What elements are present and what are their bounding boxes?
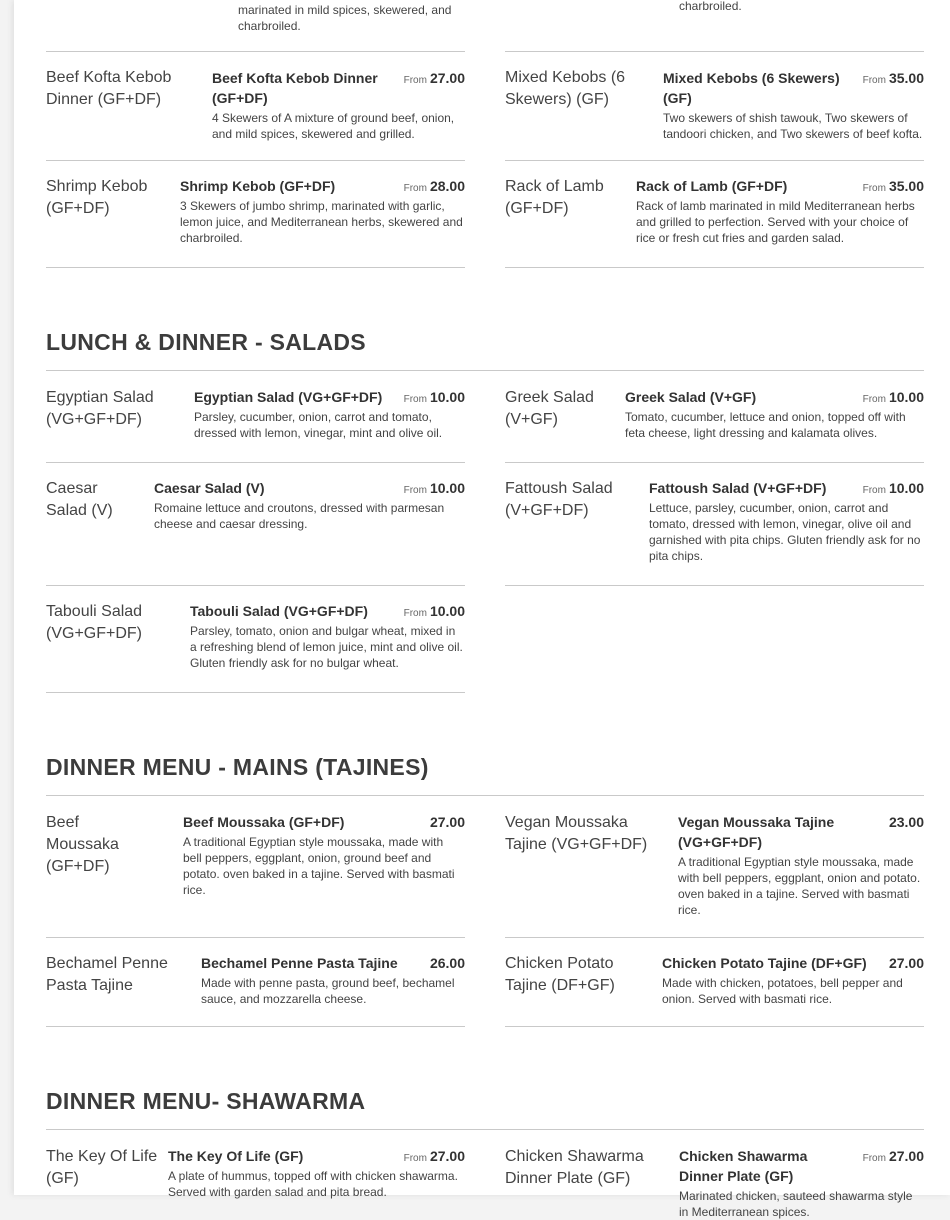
item-description: 3 Skewers of jumbo shrimp, marinated with garlic, lemon juice, and Mediterranean herbs, skewered and charbroiled. [180,199,463,245]
item-name: Shrimp Kebob (GF+DF) [180,178,336,194]
item-description: Made with penne pasta, ground beef, bechamel sauce, and mozzarella cheese. [201,976,455,1006]
item-name: Beef Moussaka (GF+DF) [183,814,345,830]
item-image: Fattoush Salad (V+GF+DF) [505,480,613,519]
item-price: From 10.00 [862,389,924,405]
item-image: Beef Kofta Kebob Dinner (GF+DF) [46,69,172,108]
item-description: Parsley, cucumber, onion, carrot and tomato, dressed with lemon, vinegar, mint and olive oil. [194,410,443,440]
item-description: Parsley, tomato, onion and bulgar wheat, mixed in a refreshing blend of lemon juice, mint and olive oil. Gluten friendly ask for no bulgar wheat. [190,624,463,670]
item-name: Greek Salad (V+GF) [625,389,757,405]
item-name: Fattoush Salad (V+GF+DF) [649,480,827,496]
menu-item-caesar-salad[interactable] [46,478,465,586]
item-description: Marinated chicken, sauteed shawarma style in Mediterranean spices. [679,1189,913,1219]
item-image: Rack of Lamb (GF+DF) [505,178,604,217]
menu-item-chicken-potato[interactable] [505,953,924,1027]
menu-item-rack-of-lamb[interactable] [505,176,924,268]
item-image: Vegan Moussaka Tajine (VG+GF+DF) [505,814,648,853]
divider [46,692,465,693]
divider [505,160,924,161]
item-price: From 27.00 [403,70,465,86]
item-description: Made with chicken, potatoes, bell pepper and onion. Served with basmati rice. [662,976,903,1006]
item-price: From 10.00 [403,480,465,496]
item-name: Rack of Lamb (GF+DF) [636,178,788,194]
item-price: From 10.00 [862,480,924,496]
divider [46,1026,465,1027]
item-name: Tabouli Salad (VG+GF+DF) [190,603,368,619]
item-image: Egyptian Salad (VG+GF+DF) [46,389,154,428]
item-description: Romaine lettuce and croutons, dressed with parmesan cheese and caesar dressing. [154,501,445,531]
section-divider [46,1129,924,1130]
menu-item-egyptian-salad[interactable] [46,387,465,463]
item-price: 27.00 [888,955,924,971]
item-name: Egyptian Salad (VG+GF+DF) [194,389,383,405]
item-price: From 27.00 [403,1148,465,1164]
section-title-salads: LUNCH & DINNER - SALADS [46,329,366,355]
item-price: 27.00 [429,814,465,830]
item-image: Beef Moussaka (GF+DF) [46,814,119,875]
section-divider [46,795,924,796]
divider [505,1026,924,1027]
item-price: 26.00 [429,955,465,971]
menu-item-beef-moussaka[interactable] [46,812,465,938]
menu-item-mixed-kebobs[interactable] [505,67,924,161]
item-name: Caesar Salad (V) [154,480,265,496]
item-image: Caesar Salad (V) [46,480,113,519]
item-price: From 27.00 [862,1148,924,1164]
menu-item-bechamel-pasta[interactable] [46,953,465,1027]
menu-item-tabouli-salad[interactable] [46,601,465,693]
item-image: Shrimp Kebob (GF+DF) [46,178,148,217]
item-description: charbroiled. [679,0,742,13]
item-image: Greek Salad (V+GF) [505,389,594,428]
divider [46,462,465,463]
item-price: From 10.00 [403,389,465,405]
menu-item-fattoush-salad[interactable] [505,478,924,586]
item-name: Chicken Potato Tajine (DF+GF) [662,955,867,971]
divider [46,51,465,52]
menu-item-beef-kofta[interactable] [46,67,465,161]
menu-item-chicken-shawarma[interactable] [505,1146,924,1219]
item-price: 23.00 [888,814,924,830]
divider [46,937,465,938]
item-name: Bechamel Penne Pasta Tajine [201,955,398,971]
item-description: Tomato, cucumber, lettuce and onion, topped off with feta cheese, light dressing and kalamata olives. [625,410,906,440]
item-price: From 10.00 [403,603,465,619]
menu-item-shrimp-kebob[interactable] [46,176,465,268]
item-description: A traditional Egyptian style moussaka, made with bell peppers, eggplant, onion and potato. oven baked in a tajine. Served with basmati rice. [678,855,921,917]
item-name: Vegan Moussaka Tajine (VG+GF+DF) [678,814,835,850]
section-title-tajines: DINNER MENU - MAINS (TAJINES) [46,754,429,780]
divider [505,51,924,52]
item-image: Chicken Potato Tajine (DF+GF) [505,955,615,994]
item-description: A plate of hummus, topped off with chicken shawarma. Served with garden salad and pita bread. [168,1169,458,1199]
item-description: Two skewers of shish tawouk, Two skewers of tandoori chicken, and Two skewers of beef kofta. [663,111,923,141]
item-name: Beef Kofta Kebob Dinner (GF+DF) [212,70,378,106]
menu-item-greek-salad[interactable] [505,387,924,463]
item-name: Chicken Shawarma Dinner Plate (GF) [679,1148,808,1184]
item-image: Mixed Kebobs (6 Skewers) (GF) [505,69,626,108]
menu-item-key-of-life[interactable] [46,1146,465,1206]
section-divider [46,370,924,371]
item-description: Rack of lamb marinated in mild Mediterranean herbs and grilled to perfection. Served with your choice of rice or fresh cut fries and garden salad. [636,199,915,245]
divider [505,462,924,463]
item-description: A traditional Egyptian style moussaka, made with bell peppers, eggplant, onion, ground beef and potato. oven baked in a tajine. Served with basmati rice. [183,835,455,897]
divider [46,267,465,268]
item-description: Lettuce, parsley, cucumber, onion, carrot and tomato, dressed with lemon, vinegar, olive oil and garnished with pita chips. Gluten friendly ask for no pita chips. [649,501,921,563]
divider [505,937,924,938]
item-image: Bechamel Penne Pasta Tajine [46,955,168,994]
item-price: From 35.00 [862,70,924,86]
divider [505,267,924,268]
item-description: 4 Skewers of A mixture of ground beef, onion, and mild spices, skewered and grilled. [212,111,455,141]
item-name: The Key Of Life (GF) [168,1148,304,1164]
item-price: From 35.00 [862,178,924,194]
item-description: marinated in mild spices, skewered, and charbroiled. [238,3,452,33]
item-image: Tabouli Salad (VG+GF+DF) [46,603,143,642]
item-image: The Key Of Life (GF) [46,1148,158,1187]
menu-item-vegan-moussaka[interactable] [505,812,924,938]
divider [46,160,465,161]
item-price: From 28.00 [403,178,465,194]
item-image: Chicken Shawarma Dinner Plate (GF) [505,1148,644,1187]
divider [46,585,465,586]
section-title-shawarma: DINNER MENU- SHAWARMA [46,1088,366,1114]
item-name: Mixed Kebobs (6 Skewers) (GF) [663,70,840,106]
divider [505,585,924,586]
